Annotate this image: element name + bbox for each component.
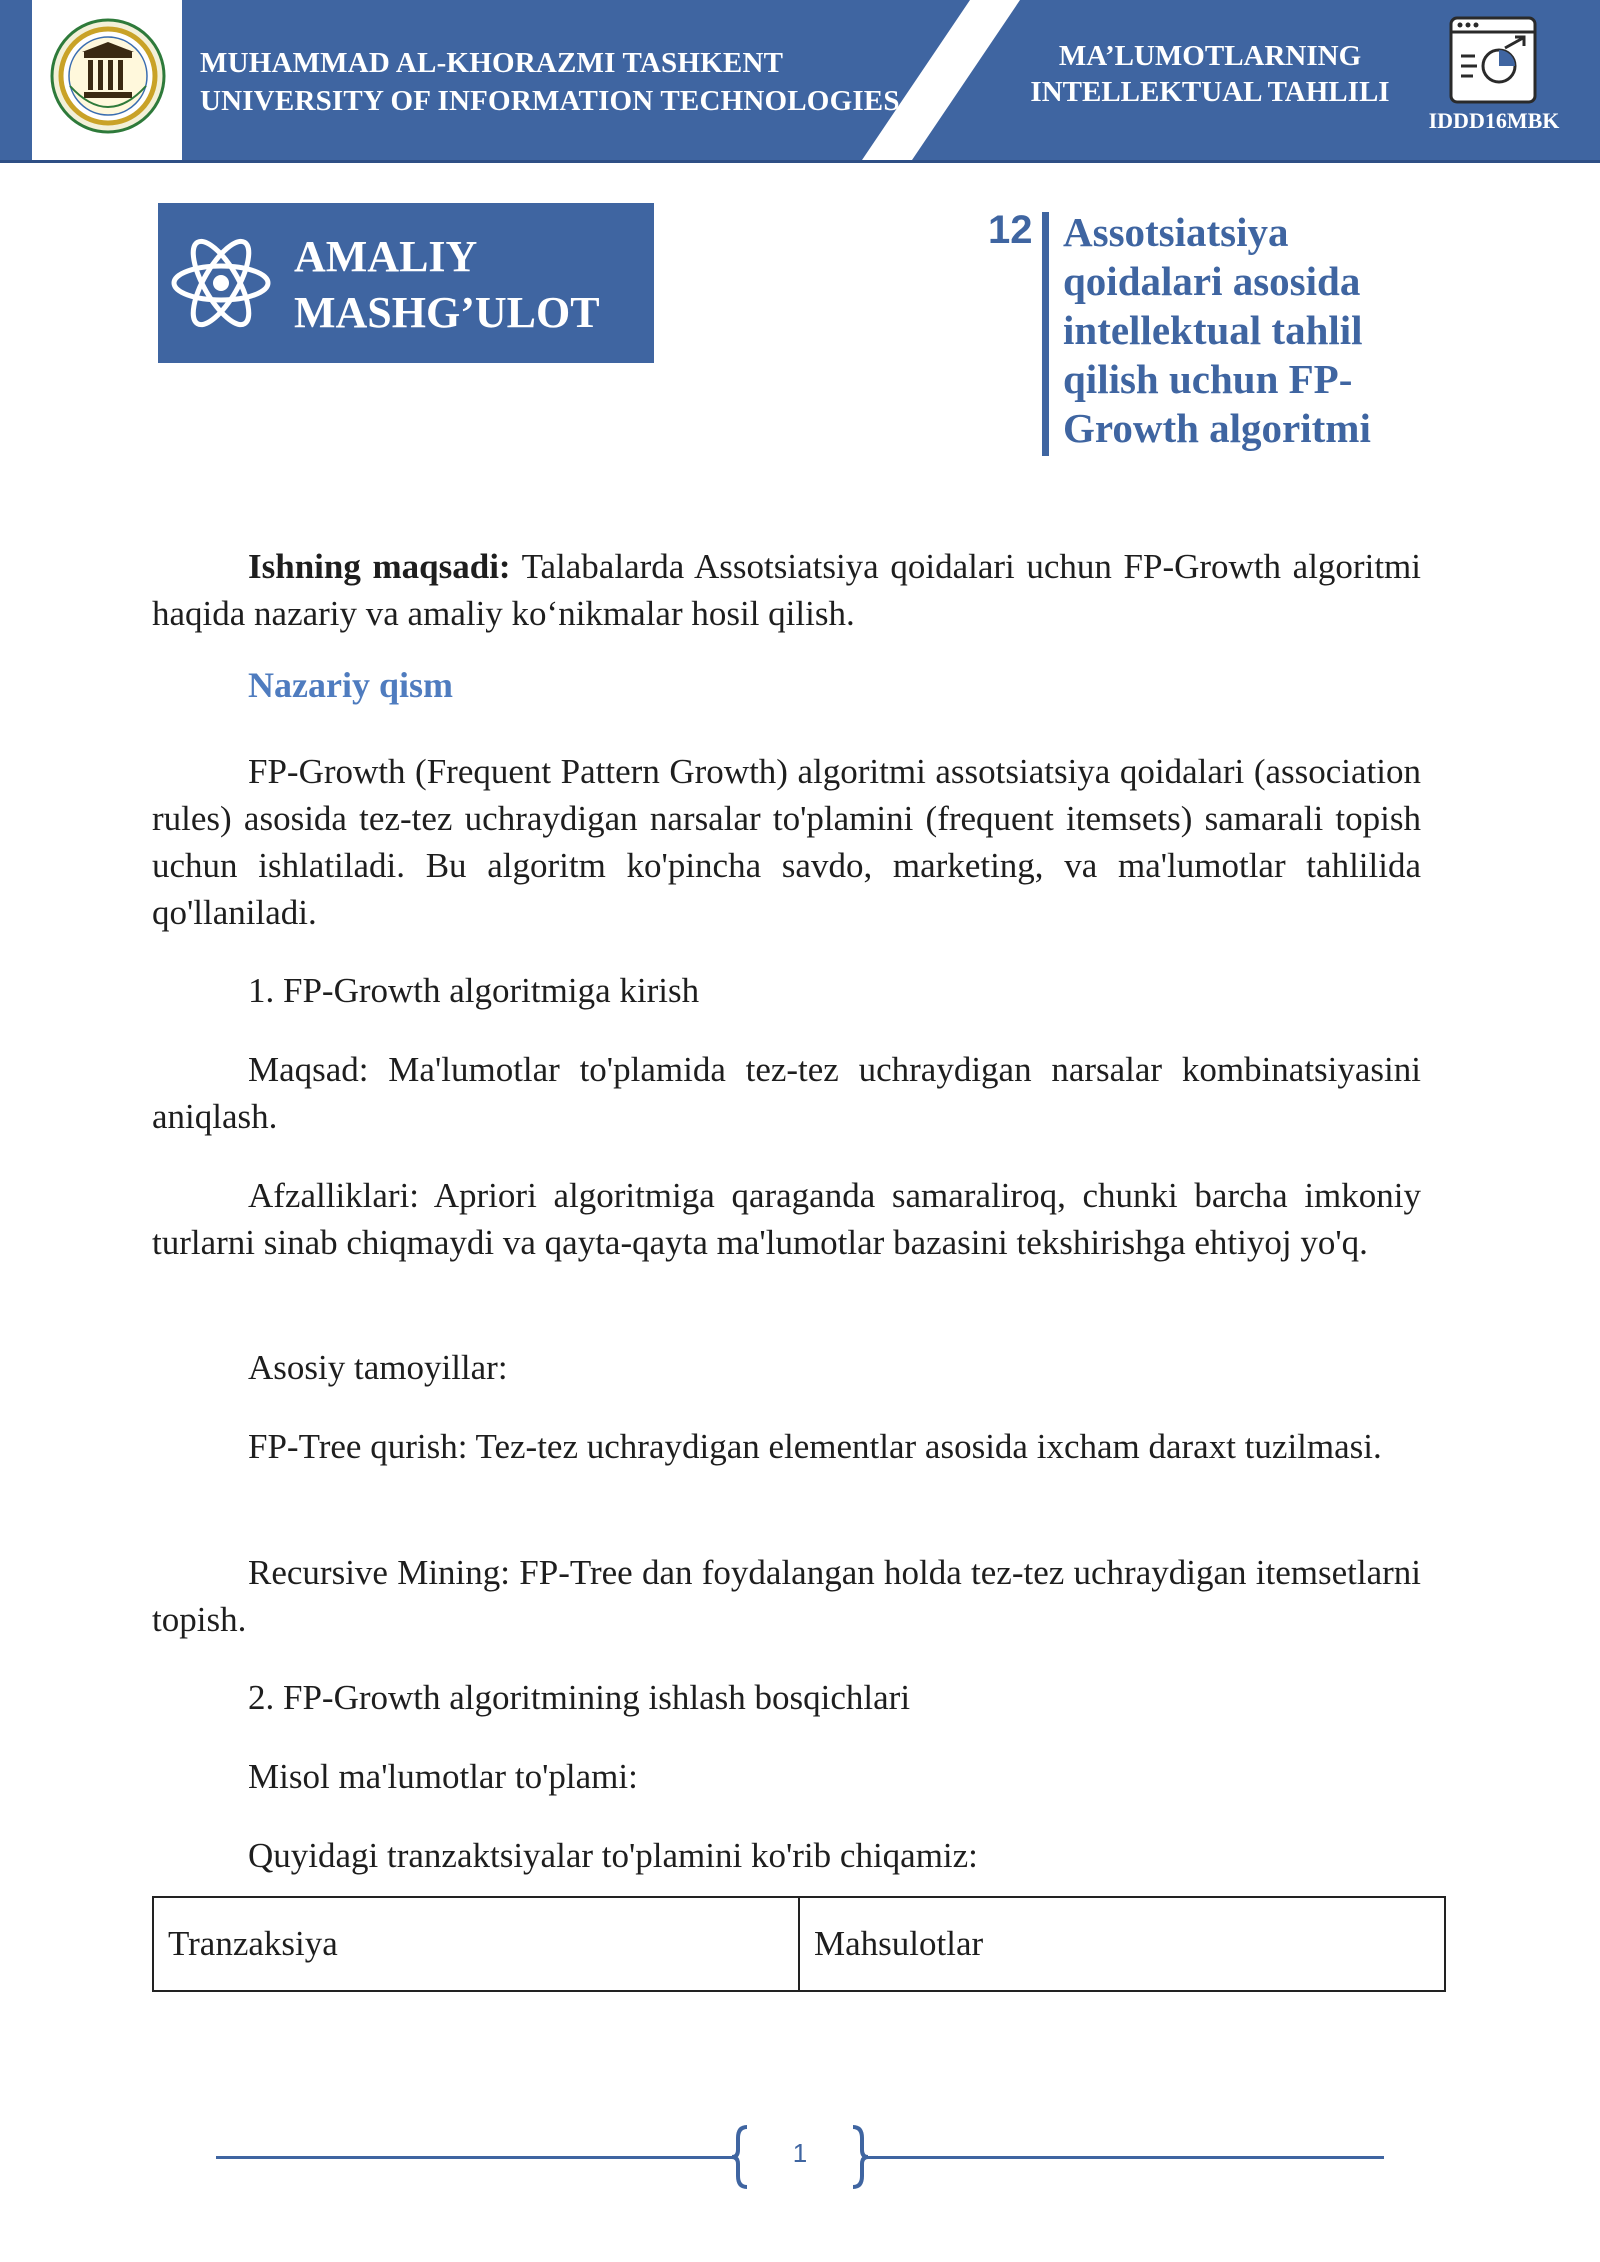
lesson-title-line-1: Assotsiatsiya xyxy=(1063,209,1289,255)
recursive-mining-paragraph: Recursive Mining: FP-Tree dan foydalangan holda tez-tez uchraydigan itemsetlarni topish. xyxy=(152,1553,1421,1639)
university-name-line-1: MUHAMMAD AL-KHORAZMI TASHKENT xyxy=(200,47,784,79)
subheading-2: 2. FP-Growth algoritmining ishlash bosqichlari xyxy=(248,1678,911,1717)
example-label: Misol ma'lumotlar to'plami: xyxy=(248,1757,638,1796)
transactions-intro: Quyidagi tranzaktsiyalar to'plamini ko'rib chiqamiz: xyxy=(248,1836,978,1875)
course-code: IDDD16MBK xyxy=(1428,108,1560,133)
fp-tree-paragraph: FP-Tree qurish: Tez-tez uchraydigan elementlar asosida ixcham daraxt tuzilmasi. xyxy=(248,1427,1382,1466)
advantages-paragraph: Afzalliklari: Apriori algoritmiga qaraganda samaraliroq, chunki barcha imkoniy turlarni sinab chiqmaydi va qayta-qayta ma'lumotlar bazasini tekshirishga ehtiyoj yo'q. xyxy=(152,1176,1421,1262)
subheading-1: 1. FP-Growth algoritmiga kirish xyxy=(248,971,700,1010)
lesson-type-label xyxy=(158,203,654,363)
purpose-paragraph xyxy=(152,543,1421,637)
course-title-line-2: INTELLEKTUAL TAHLILI xyxy=(1030,76,1390,108)
intro-paragraph: FP-Growth (Frequent Pattern Growth) algoritmi assotsiatsiya qoidalari (association rules) asosida tez-tez uchraydigan narsalar to'plamini (frequent itemsets) samarali topish uchun ishlatiladi. Bu algoritm ko'pincha savdo, marketing, va ma'lumotlar tahlilida qo'llaniladi. xyxy=(152,752,1421,932)
university-emblem-icon xyxy=(48,16,168,136)
table-header-transaction: Tranzaksiya xyxy=(153,1897,799,1991)
purpose-label: Ishning maqsadi: xyxy=(248,547,511,586)
lesson-title-line-2: qoidalari asosida xyxy=(1063,258,1361,304)
lesson-title-line-4: qilish uchun FP- xyxy=(1063,356,1353,402)
atom-icon xyxy=(168,233,274,333)
table-header-products: Mahsulotlar xyxy=(799,1897,1445,1991)
table-header-row xyxy=(153,1897,1445,1991)
course-title-line-1: MA’LUMOTLARNING xyxy=(1058,40,1362,72)
purpose-text: Talabalarda Assotsiatsiya qoidalari uchun FP-Growth algoritmi haqida nazariy va amaliy ko‘nikmalar hosil qilish. xyxy=(152,547,1421,633)
lesson-type-line-1: AMALIY xyxy=(294,232,478,281)
page-header xyxy=(0,0,1600,163)
footer-line-right xyxy=(864,2156,1384,2159)
lesson-type-line-2: MASHG’ULOT xyxy=(294,288,600,337)
footer-line-left xyxy=(216,2156,736,2159)
goal-paragraph: Maqsad: Ma'lumotlar to'plamida tez-tez uchraydigan narsalar kombinatsiyasini aniqlash. xyxy=(152,1050,1421,1136)
logo-container xyxy=(32,0,182,163)
transactions-table xyxy=(152,1896,1446,1992)
left-brace-icon xyxy=(730,2124,750,2190)
section-heading: Nazariy qism xyxy=(248,665,453,705)
lesson-title-line-3: intellektual tahlil xyxy=(1063,307,1363,353)
analytics-screen-icon xyxy=(1447,14,1539,106)
lesson-title-bar xyxy=(1042,212,1049,456)
lesson-number: 12 xyxy=(988,208,1033,252)
header-bottom-border xyxy=(0,160,1600,163)
university-name-line-2: UNIVERSITY OF INFORMATION TECHNOLOGIES xyxy=(200,85,900,117)
principles-heading: Asosiy tamoyillar: xyxy=(248,1348,508,1387)
lesson-title-line-5: Growth algoritmi xyxy=(1063,405,1371,451)
page-number: 1 xyxy=(792,2138,808,2168)
